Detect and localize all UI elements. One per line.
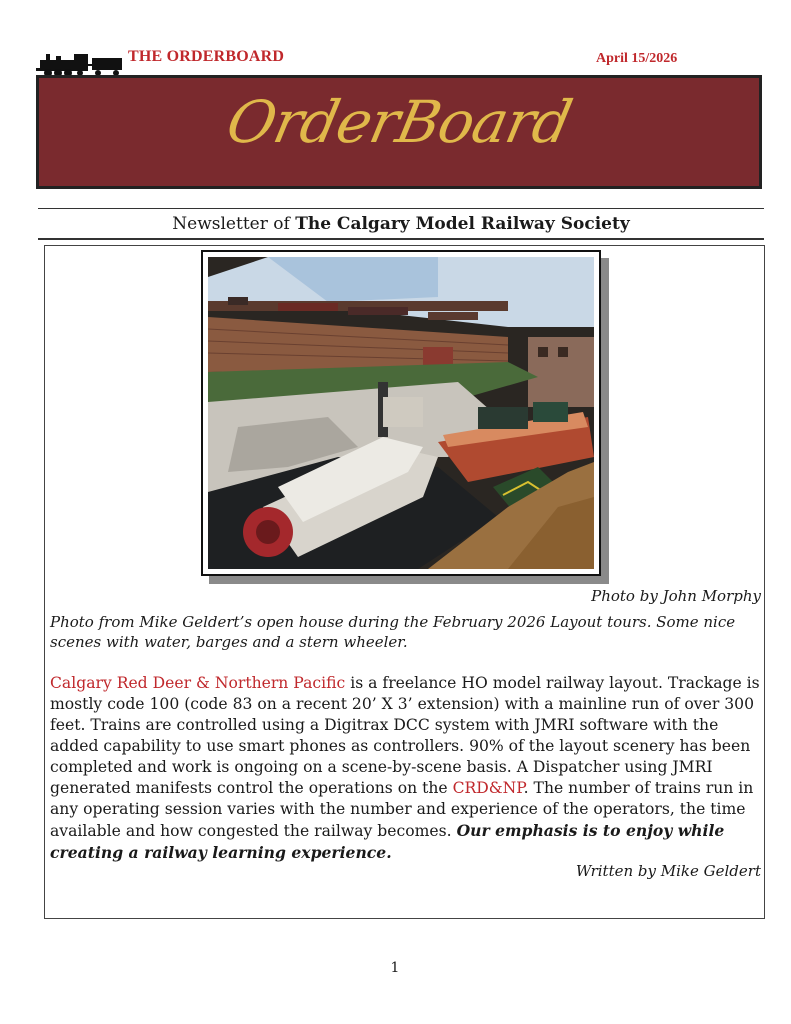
- layout-photo-image: [208, 257, 594, 569]
- divider-bottom: [38, 238, 764, 240]
- steam-locomotive-icon: [36, 50, 126, 78]
- article-emphasis: Our emphasis is to enjoy while creating a railway learning experience.: [50, 821, 725, 862]
- divider-top: [38, 208, 764, 209]
- page-number: 1: [390, 960, 400, 976]
- article-author: Written by Mike Geldert: [575, 862, 761, 880]
- newsletter-name: THE ORDERBOARD: [128, 48, 285, 65]
- photo-frame: [201, 250, 601, 576]
- article-text-2: . The number of trains run in any operating session varies with the number and experience of the operators, the time available and how congested the railway becomes.: [50, 779, 754, 840]
- article-paragraph: [50, 673, 762, 864]
- masthead-title: OrderBoard: [221, 88, 577, 156]
- society-name: The Calgary Model Railway Society: [295, 214, 630, 234]
- layout-photo: [201, 250, 603, 578]
- layout-name-link: Calgary Red Deer & Northern Pacific: [50, 674, 346, 692]
- issue-date: April 15/2026: [596, 51, 678, 66]
- photo-credit: Photo by John Morphy: [591, 587, 761, 605]
- article-text-1: is a freelance HO model railway layout. Trackage is mostly code 100 (code 83 on a recent 20’ X 3’ extension) with a mainline run of over 300 feet. Trains are controlled using a Digitrax DCC system with JMRI software with the added capability to use smart phones as controllers. 90% of the layout scenery has been completed and work is ongoing on a scene-by-scene basis. A Dispatcher using JMRI generated manifests control the operations on the: [50, 674, 760, 797]
- masthead-banner: [36, 75, 762, 189]
- layout-abbrev: CRD&NP: [452, 779, 524, 797]
- newsletter-subtitle: [38, 214, 764, 234]
- photo-caption: Photo from Mike Geldert’s open house during the February 2026 Layout tours. Some nice scenes with water, barges and a stern wheeler.: [50, 613, 736, 651]
- subtitle-prefix: Newsletter of: [172, 214, 296, 234]
